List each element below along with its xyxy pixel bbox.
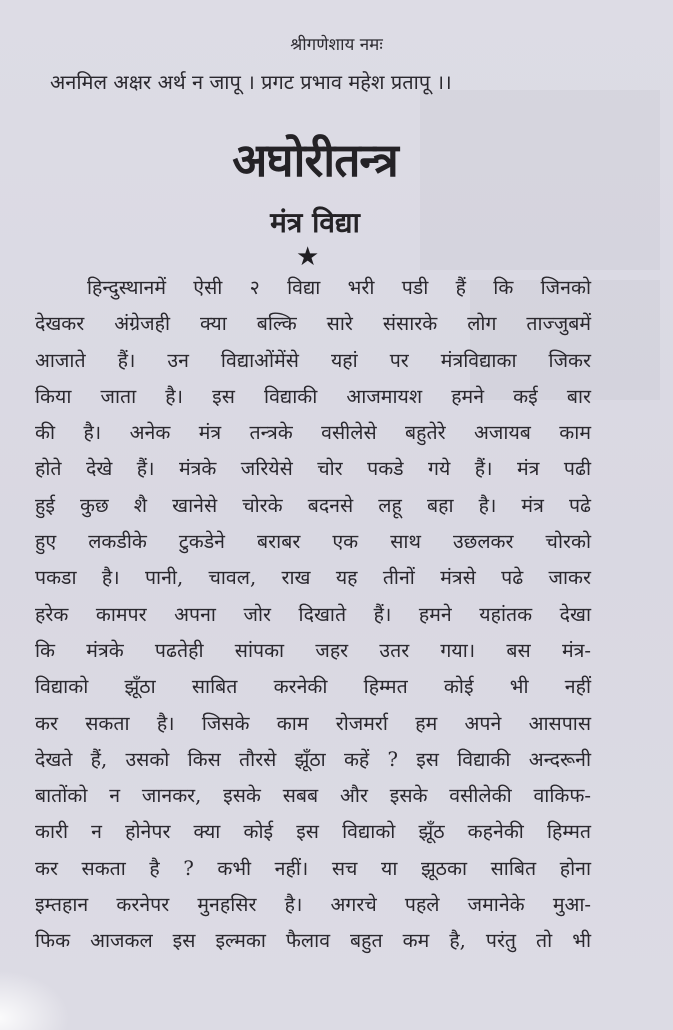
text-line: हरेक कामपर अपना जोर दिखाते हैं। हमने यहांतक देखा (35, 602, 591, 626)
invocation-heading: श्रीगणेशाय नमः (290, 35, 383, 55)
text-line: बातोंको न जानकर, इसके सबब और इसके वसीलेकी वाकिफ- (35, 784, 591, 808)
text-line: किया जाता है। इस विद्याकी आजमायश हमने कई बार (35, 384, 591, 408)
text-line: देखकर अंग्रेजही क्या बल्कि सारे संसारके लोग ताज्जुबमें (35, 312, 591, 336)
star-ornament-icon: ★ (296, 242, 320, 272)
text-line: विद्याको झूँठा साबित करनेकी हिम्मत कोई भी नहीं (35, 675, 591, 699)
page-corner-highlight (0, 970, 70, 1030)
text-line: होते देखे हैं। मंत्रके जरियेसे चोर पकडे गये हैं। मंत्र पढी (35, 457, 591, 481)
text-line: कारी न होनेपर क्या कोई इस विद्याको झूँठ कहनेकी हिम्मत (35, 820, 591, 844)
text-line: हिन्दुस्थानमें ऐसी २ विद्या भरी पडी हैं कि जिनको (87, 276, 591, 299)
text-line: कर सकता है ? कभी नहीं। सच या झूठका साबित होना (35, 856, 591, 880)
body-paragraph (35, 270, 591, 960)
text-line: इम्तहान करनेपर मुनहसिर है। अगरचे पहले जमानेके मुआ- (35, 893, 591, 917)
chapter-title: अघोरीतन्त्र (232, 133, 398, 187)
text-line: देखते हैं, उसको किस तौरसे झूँठा कहें ? इस विद्याकी अन्दरूनी (35, 747, 591, 771)
text-line: कर सकता है। जिसके काम रोजमर्रा हम अपने आसपास (35, 711, 591, 735)
text-line: कि मंत्रके पढतेही सांपका जहर उतर गया। बस मंत्र- (35, 638, 591, 662)
section-subtitle: मंत्र विद्या (270, 206, 360, 239)
text-line: फिक आजकल इस इल्मका फैलाव बहुत कम है, परंतु तो भी (35, 929, 591, 953)
text-line: आजाते हैं। उन विद्याओंमेंसे यहां पर मंत्रविद्याका जिकर (35, 348, 591, 372)
text-line: हुए लकडीके टुकडेने बराबर एक साथ उछलकर चोरको (35, 530, 591, 554)
epigraph-verse: अनमिल अक्षर अर्थ न जापू । प्रगट प्रभाव महेश प्रतापू ।। (50, 70, 452, 94)
text-line: की है। अनेक मंत्र तन्त्रके वसीलेसे बहुतेरे अजायब काम (35, 421, 591, 445)
text-line: पकडा है। पानी, चावल, राख यह तीनों मंत्रसे पढे जाकर (35, 566, 591, 590)
text-line: हुई कुछ शै खानेसे चोरके बदनसे लहू बहा है। मंत्र पढे (35, 493, 591, 517)
